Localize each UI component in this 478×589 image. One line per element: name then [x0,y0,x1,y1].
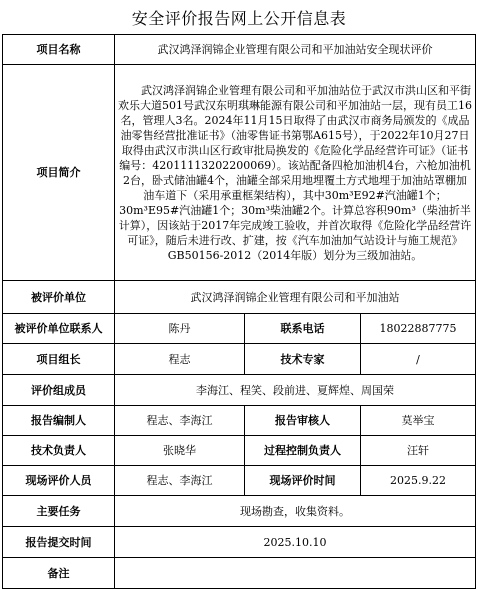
expert-label: 技术专家 [245,344,361,375]
compiler-value: 程志、李海江 [115,406,245,436]
submit-time-label: 报告提交时间 [3,527,115,558]
row-team-leader [3,344,476,375]
compiler-label: 报告编制人 [3,406,115,436]
evaluated-unit-label: 被评价单位 [3,281,115,314]
remarks-label: 备注 [3,558,115,589]
project-name-value: 武汉鸿泽润锦企业管理有限公司和平加油站安全现状评价 [115,35,476,65]
row-tech-lead [3,436,476,466]
row-members [3,375,476,406]
members-value: 李海江、程笑、段前进、夏辉煌、周国荣 [115,375,476,406]
evaluated-unit-value: 武汉鸿泽润锦企业管理有限公司和平加油站 [115,281,476,314]
reviewer-value: 莫举宝 [361,406,476,436]
site-evaluators-label: 现场评价人员 [3,466,115,496]
project-intro-value: 武汉鸿泽润锦企业管理有限公司和平加油站位于武汉市洪山区和平街欢乐大道501号武汉东明琪琳能源有限公司和平加油站一层，现有员工16名，管理人3名。2024年11月15日取得了由武汉市商务局颁发的《成品油零售经营批准证书》（油零售证书第鄂A615号），于2022年10月27日取得由武汉市洪山区行政审批局换发的《危险化学品经营许可证》（证书编号：42011113202200069）。该站配备四枪加油机4台，六枪加油机2台，卧式储油罐4个，油罐全部采用地埋覆土方式地埋于加油站罩棚加油车道下（采用承重框架结构），其中30m³E92#汽油罐1个；30m³E95#汽油罐1个；30m³柴油罐2个。计算总容积90m³（柴油折半计算），因该站于2017年完成竣工验收，并首次取得《危险化学品经营许可证》，随后未进行改、扩建，按《汽车加油加气站设计与施工规范》GB50156-2012（2014年版）划分为三级加油站。 [115,65,476,281]
site-evaluators-value: 程志、李海江 [115,466,245,496]
submit-time-value: 2025.10.10 [115,527,476,558]
row-project-name [3,35,476,65]
remarks-value [115,558,476,589]
project-name-label: 项目名称 [3,35,115,65]
page-title: 安全评价报告网上公开信息表 [131,9,347,28]
row-compiler [3,406,476,436]
row-submit-time [3,527,476,558]
row-project-intro [3,65,476,281]
project-intro-label: 项目简介 [3,65,115,281]
contact-label: 被评价单位联系人 [3,314,115,344]
site-time-value: 2025.9.22 [361,466,476,496]
row-site-evaluators [3,466,476,496]
row-evaluated-unit [3,281,476,314]
phone-value: 18022887775 [361,314,476,344]
expert-value: / [361,344,476,375]
process-lead-value: 汪轩 [361,436,476,466]
row-main-tasks [3,496,476,527]
team-leader-value: 程志 [115,344,245,375]
members-label: 评价组成员 [3,375,115,406]
main-tasks-label: 主要任务 [3,496,115,527]
reviewer-label: 报告审核人 [245,406,361,436]
info-table [2,34,476,589]
contact-value: 陈丹 [115,314,245,344]
tech-lead-value: 张晓华 [115,436,245,466]
site-time-label: 现场评价时间 [245,466,361,496]
phone-label: 联系电话 [245,314,361,344]
row-contact [3,314,476,344]
main-tasks-value: 现场勘查，收集资料。 [115,496,476,527]
tech-lead-label: 技术负责人 [3,436,115,466]
team-leader-label: 项目组长 [3,344,115,375]
row-remarks [3,558,476,589]
process-lead-label: 过程控制负责人 [245,436,361,466]
